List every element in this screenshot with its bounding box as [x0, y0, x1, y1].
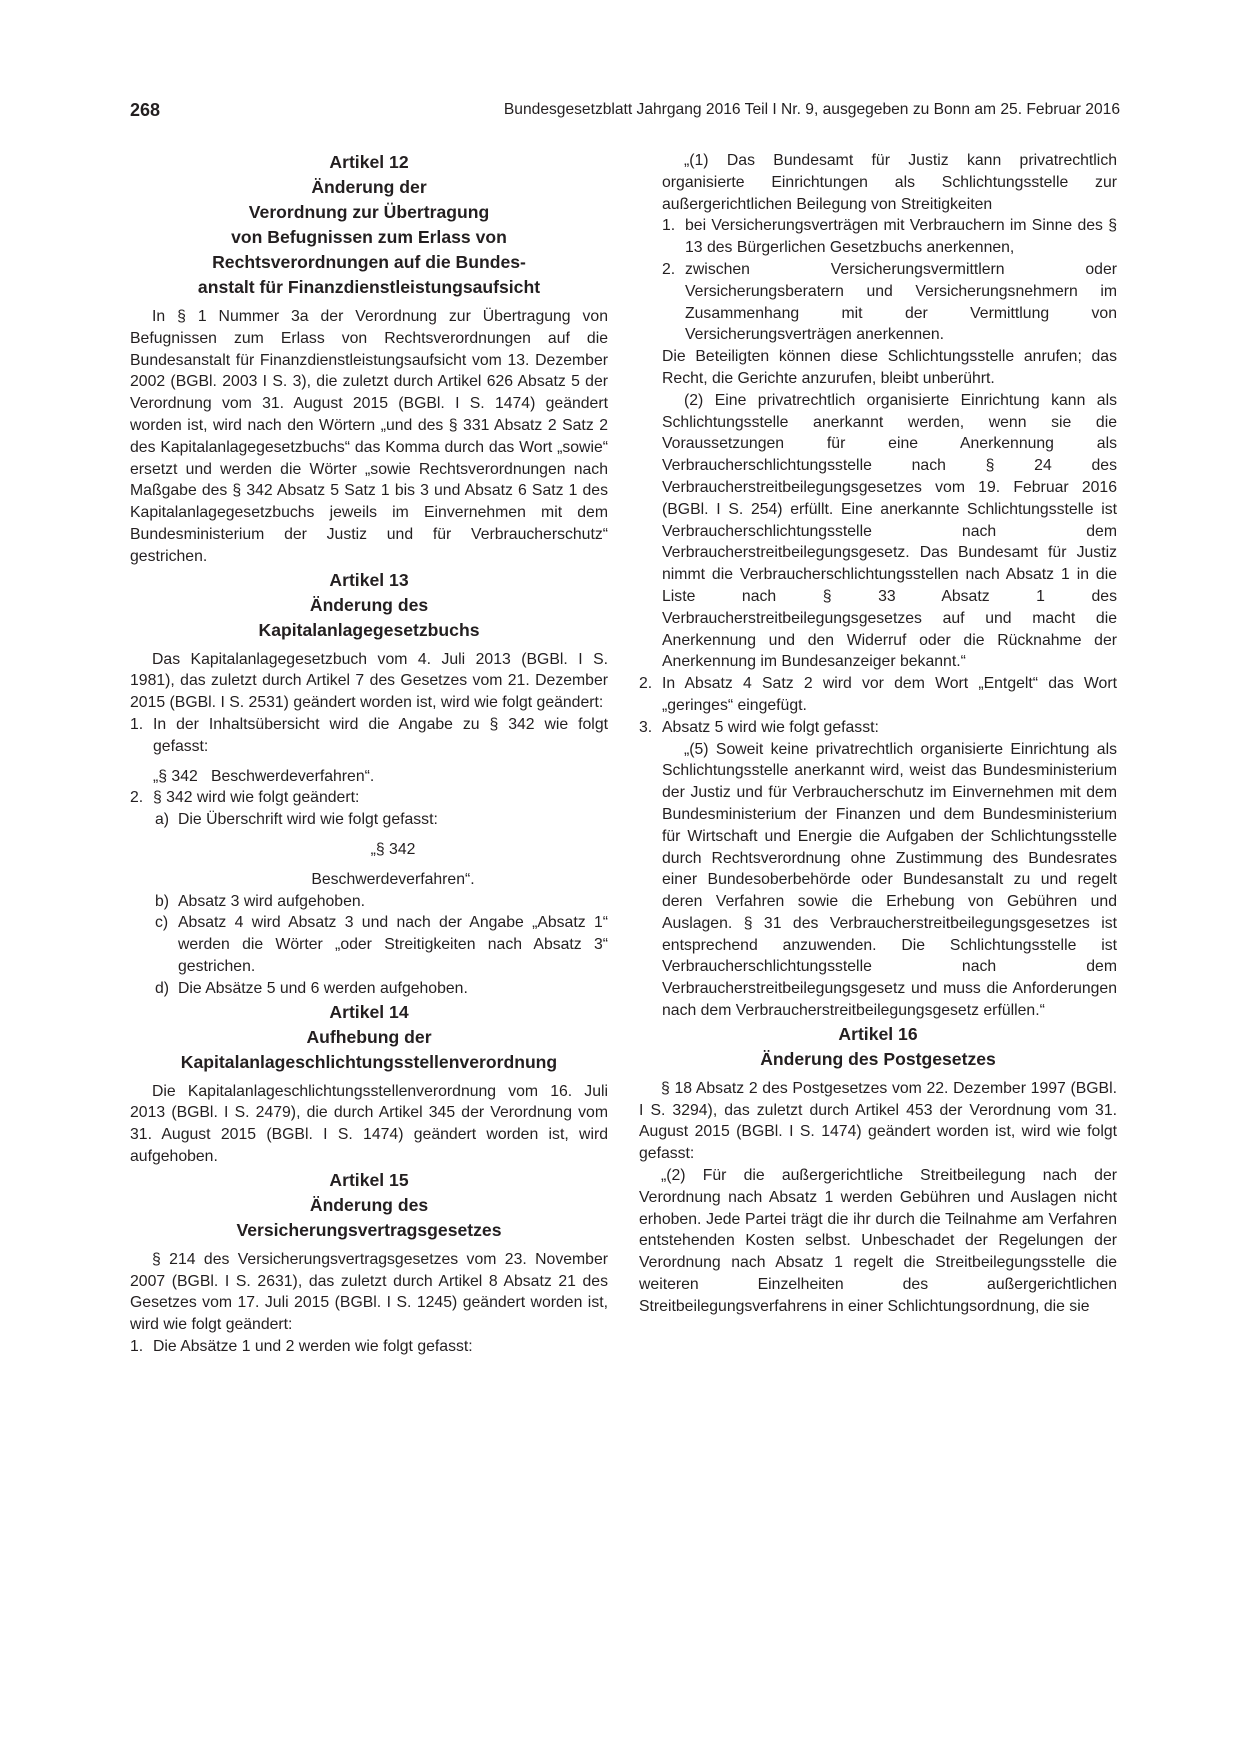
article-12-title-line: Verordnung zur Übertragung: [248, 202, 490, 222]
quoted-paragraph-1: „(1) Das Bundesamt für Justiz kann privatrechtlich organisierte Einrichtungen als Schlichtungsstelle zur außergerichtlichen Beilegung von Streitigkeiten: [662, 152, 1117, 213]
sub-list-label: b): [155, 892, 170, 910]
page-header: [130, 100, 1120, 130]
list-item-text: Absatz 5 wird wie folgt gefasst:: [662, 718, 879, 736]
list-item: [639, 215, 1117, 259]
list-item-number: 1.: [130, 1337, 144, 1355]
sub-list-text: Absatz 3 wird aufgehoben.: [178, 892, 366, 910]
list-item-number: 1.: [130, 715, 144, 733]
article-14-title: [130, 1025, 608, 1075]
list-item-number: 2.: [639, 675, 653, 693]
article-15-label: Artikel 15: [329, 1169, 409, 1190]
quoted-paragraph-number: „§ 342: [370, 840, 416, 858]
quoted-heading: „§ 342 Beschwerdeverfahren“.: [153, 767, 375, 785]
article-16-title: [639, 1047, 1117, 1072]
page-number: 268: [130, 100, 161, 120]
article-16-label: Artikel 16: [838, 1023, 918, 1044]
list-item-text: § 342 wird wie folgt geändert:: [153, 789, 360, 807]
sub-list-label: a): [155, 811, 170, 829]
list-item-text: Die Absätze 1 und 2 werden wie folgt gefasst:: [153, 1337, 473, 1355]
list-item: [130, 787, 608, 809]
article-12-title-line: Rechtsverordnungen auf die Bundes-: [212, 252, 526, 272]
sub-list-item: [130, 978, 608, 1000]
gazette-header-title: Bundesgesetzblatt Jahrgang 2016 Teil I Nr. 9, ausgegeben zu Bonn am 25. Februar 2016: [503, 101, 1120, 118]
article-12-title-line: von Befugnissen zum Erlass von: [231, 227, 507, 247]
list-item-number: 2.: [662, 260, 676, 278]
list-item: [130, 714, 608, 758]
article-14-title-line: Aufhebung der: [306, 1026, 432, 1047]
quoted-paragraph-5: „(5) Soweit keine privatrechtlich organisierte Einrichtung als Schlichtungsstelle anerkannt wird, weist das Bundesministerium der Justiz und für Verbraucherschutz im Einvernehmen mit dem Bundesministerium der Finanzen und dem Bundesministerium für Wirtschaft und Energie die Aufgaben der Schlichtungsstelle durch Rechtsverordnung ohne Zustimmung des Bundesrates einer Bundesoberbehörde oder Bundesanstalt zu und regelt deren Verfahren sowie die Erhebung von Gebühren und Auslagen. § 31 des Verbraucherstreitbeilegungsgesetzes ist entsprechend anzuwenden. Die Schlichtungsstelle ist Verbraucherschlichtungsstelle nach dem Verbraucherstreitbeilegungsgesetz und muss die Anforderungen nach dem Verbraucherstreitbeilegungsgesetz erfüllen.“: [662, 740, 1117, 1020]
article-15-intro: § 214 des Versicherungsvertragsgesetzes vom 23. November 2007 (BGBl. I S. 2631), das zuletzt durch Artikel 8 Absatz 21 des Gesetzes vom 17. Juli 2015 (BGBl. I S. 1245) geändert worden ist, wird wie folgt geändert:: [130, 1250, 608, 1334]
article-12-title-line: anstalt für Finanzdienstleistungsaufsicht: [197, 277, 541, 297]
sub-list-label: d): [155, 979, 170, 997]
article-12-label: Artikel 12: [329, 152, 409, 172]
sub-list-text: Die Überschrift wird wie folgt gefasst:: [178, 811, 438, 829]
quoted-paragraph-1-outro: Die Beteiligten können diese Schlichtungsstelle anrufen; das Recht, die Gerichte anzurufen, bleibt unberührt.: [662, 348, 1117, 387]
article-12-title: [130, 175, 608, 300]
sub-list-label: c): [155, 914, 169, 932]
article-16-intro: § 18 Absatz 2 des Postgesetzes vom 22. Dezember 1997 (BGBl. I S. 3294), das zuletzt durch Artikel 453 der Verordnung vom 31. August 2015 (BGBl. I S. 1474) geändert worden ist, wird wie folgt gefasst:: [639, 1079, 1117, 1163]
left-column: [130, 150, 608, 1358]
list-item-text: In der Inhaltsübersicht wird die Angabe zu § 342 wie folgt gefasst:: [153, 715, 608, 755]
list-item-text: bei Versicherungsverträgen mit Verbrauchern im Sinne des § 13 des Bürgerlichen Gesetzbuchs anerkennen,: [685, 217, 1117, 257]
article-13-label: Artikel 13: [329, 569, 409, 590]
article-13-title-line: Kapitalanlagegesetzbuchs: [258, 619, 480, 640]
right-column: [639, 150, 1117, 1318]
article-15-title-line: Änderung des: [309, 1194, 429, 1215]
sub-list-item: [130, 912, 608, 977]
sub-list-item: [130, 809, 608, 831]
list-item: [639, 259, 1117, 346]
list-item-number: 1.: [662, 217, 676, 235]
quoted-paragraph-2-postg: „(2) Für die außergerichtliche Streitbeilegung nach der Verordnung nach Absatz 1 werden Gebühren und Auslagen nicht erhoben. Jede Partei trägt die ihr durch die Teilnahme am Verfahren entstehenden Kosten selbst. Unbeschadet der Regelungen der Verordnung nach Absatz 1 regelt die Streitbeilegungsstelle die weiteren Einzelheiten des außergerichtlichen Streitbeilegungsverfahrens in einer Schlichtungsordnung, die sie: [639, 1167, 1117, 1315]
list-item-number: 2.: [130, 789, 144, 807]
list-item: [639, 673, 1117, 717]
article-13-title: [130, 593, 608, 643]
article-15-title: [130, 1193, 608, 1243]
quoted-heading: Beschwerdeverfahren“.: [311, 870, 475, 888]
article-14-label: Artikel 14: [329, 1001, 409, 1022]
list-item-text: In Absatz 4 Satz 2 wird vor dem Wort „Entgelt“ das Wort „geringes“ eingefügt.: [662, 675, 1117, 714]
quoted-paragraph-2: (2) Eine privatrechtlich organisierte Einrichtung kann als Schlichtungsstelle anerkannt werden, wenn sie die Voraussetzungen für eine Anerkennung als Verbraucherschlichtungsstelle nach § 24 des Verbraucherstreitbeilegungsgesetzes vom 19. Februar 2016 (BGBl. I S. 254) erfüllt. Eine anerkannte Schlichtungsstelle ist Verbraucherschlichtungsstelle nach dem Verbraucherstreitbeilegungsgesetz. Das Bundesamt für Justiz nimmt die Verbraucherschlichtungsstellen nach Absatz 1 in die Liste nach § 33 Absatz 1 des Verbraucherstreitbeilegungsgesetzes auf und macht die Anerkennung und den Widerruf oder die Rücknahme der Anerkennung im Bundesanzeiger bekannt.“: [662, 391, 1117, 671]
sub-list-item: [130, 891, 608, 913]
list-item: [130, 1336, 608, 1358]
article-13-title-line: Änderung des: [309, 594, 429, 615]
article-12-text: In § 1 Nummer 3a der Verordnung zur Übertragung von Befugnissen zum Erlass von Rechtsverordnungen auf die Bundesanstalt für Finanzdienstleistungsaufsicht vom 13. Dezember 2002 (BGBl. 2003 I S. 3), die zuletzt durch Artikel 626 Absatz 5 der Verordnung vom 31. August 2015 (BGBl. I S. 1474) geändert worden ist, wird nach den Wörtern „und des § 331 Absatz 2 Satz 2 des Kapitalanlagegesetzbuchs“ das Komma durch das Wort „sowie“ ersetzt und werden die Wörter „sowie Rechtsverordnungen nach Maßgabe des § 342 Absatz 5 Satz 1 bis 3 und Absatz 6 Satz 1 des Kapitalanlagegesetzbuchs jeweils im Einvernehmen mit dem Bundesministerium der Justiz und für Verbraucherschutz“ gestrichen.: [130, 308, 608, 565]
sub-list-text: Absatz 4 wird Absatz 3 und nach der Angabe „Absatz 1“ werden die Wörter „oder Streitigkeiten nach Absatz 3“ gestrichen.: [178, 914, 608, 975]
article-15-title-line: Versicherungsvertragsgesetzes: [236, 1219, 502, 1240]
article-14-title-line: Kapitalanlageschlichtungsstellenverordnung: [180, 1051, 558, 1072]
sub-list-text: Die Absätze 5 und 6 werden aufgehoben.: [178, 979, 468, 997]
list-item-number: 3.: [639, 718, 653, 736]
article-14-text: Die Kapitalanlageschlichtungsstellenverordnung vom 16. Juli 2013 (BGBl. I S. 2479), die durch Artikel 345 der Verordnung vom 31. August 2015 (BGBl. I S. 1474) geändert worden ist, wird aufgehoben.: [130, 1082, 608, 1165]
article-13-intro: Das Kapitalanlagegesetzbuch vom 4. Juli 2013 (BGBl. I S. 1981), das zuletzt durch Artikel 7 des Gesetzes vom 21. Dezember 2015 (BGBl. I S. 2531) geändert worden ist, wird wie folgt geändert:: [130, 650, 608, 712]
article-12-title-line: Änderung der: [311, 177, 427, 197]
list-item-text: zwischen Versicherungsvermittlern oder Versicherungsberatern und Versicherungsnehmern im Zusammenhang mit der Vermittlung von Versicherungsverträgen anerkennen.: [685, 260, 1117, 344]
article-16-title-line: Änderung des Postgesetzes: [760, 1048, 996, 1069]
list-item: [639, 717, 1117, 739]
